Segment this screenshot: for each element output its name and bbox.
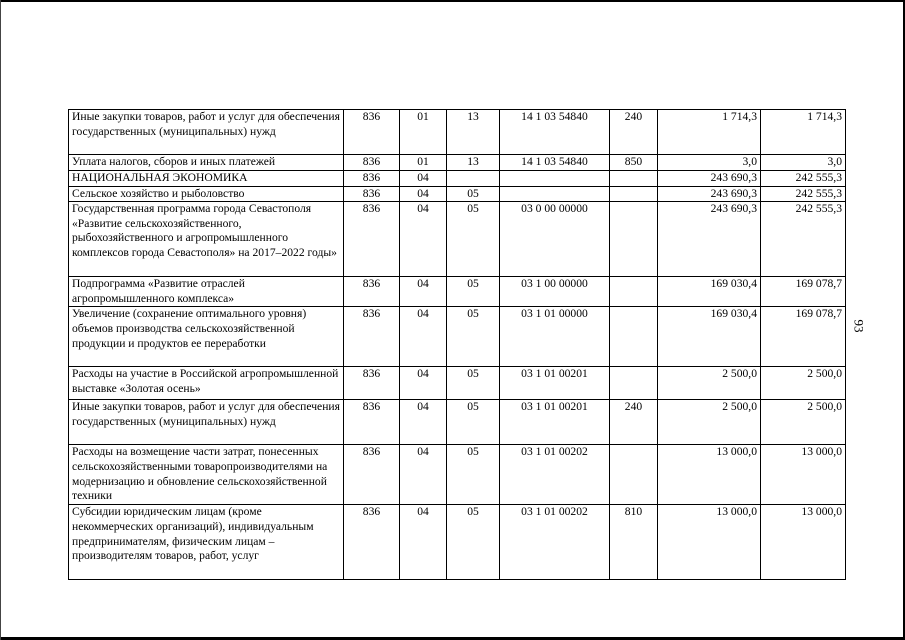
row-csr-cell: 03 1 01 00202 [500,505,610,580]
row-sum1-cell: 2 500,0 [658,400,761,445]
row-csr-cell: 03 1 00 00000 [500,277,610,307]
row-vr-cell [610,186,658,202]
table-row [69,110,846,155]
row-rz-cell: 04 [400,367,447,400]
row-sum1-cell: 3,0 [658,155,761,171]
row-sum1-cell: 243 690,3 [658,186,761,202]
row-sum2-cell: 13 000,0 [761,505,846,580]
row-csr-cell: 14 1 03 54840 [500,110,610,155]
row-vr-cell [610,307,658,367]
table-row [69,505,846,580]
row-vr-cell: 240 [610,110,658,155]
row-csr-cell: 03 1 01 00202 [500,445,610,505]
row-vr-cell: 810 [610,505,658,580]
row-ved-cell: 836 [344,155,400,171]
row-rz-cell: 04 [400,202,447,277]
row-pr-cell: 05 [447,505,500,580]
row-sum1-cell: 13 000,0 [658,445,761,505]
row-name-cell: Иные закупки товаров, работ и услуг для обеспечения государственных (муниципальных) нужд [69,110,344,155]
row-name-cell: Увеличение (сохранение оптимального уровня) объемов производства сельскохозяйственной продукции и продуктов ее переработки [69,307,344,367]
table-row [69,400,846,445]
row-name-cell: Сельское хозяйство и рыболовство [69,186,344,202]
row-ved-cell: 836 [344,277,400,307]
table-row [69,171,846,187]
row-sum1-cell: 243 690,3 [658,202,761,277]
row-rz-cell: 01 [400,110,447,155]
row-pr-cell: 05 [447,400,500,445]
row-ved-cell: 836 [344,110,400,155]
table-row [69,186,846,202]
row-sum2-cell: 2 500,0 [761,367,846,400]
row-rz-cell: 04 [400,307,447,367]
table-row [69,367,846,400]
row-ved-cell: 836 [344,367,400,400]
row-csr-cell: 03 1 01 00201 [500,367,610,400]
row-sum2-cell: 242 555,3 [761,186,846,202]
row-name-cell: Уплата налогов, сборов и иных платежей [69,155,344,171]
row-rz-cell: 04 [400,186,447,202]
row-sum2-cell: 242 555,3 [761,171,846,187]
row-pr-cell [447,171,500,187]
row-name-cell: Расходы на возмещение части затрат, понесенных сельскохозяйственными товаропроизводителями на модернизацию и обновление сельскохозяйственной техники [69,445,344,505]
row-pr-cell: 05 [447,186,500,202]
row-sum1-cell: 169 030,4 [658,277,761,307]
row-rz-cell: 01 [400,155,447,171]
row-pr-cell: 05 [447,367,500,400]
row-vr-cell: 240 [610,400,658,445]
row-sum2-cell: 3,0 [761,155,846,171]
row-csr-cell [500,186,610,202]
row-name-cell: Субсидии юридическим лицам (кроме некоммерческих организаций), индивидуальным предпринимателям, физическим лицам – производителям товаров, работ, услуг [69,505,344,580]
row-name-cell: НАЦИОНАЛЬНАЯ ЭКОНОМИКА [69,171,344,187]
row-rz-cell: 04 [400,277,447,307]
row-name-cell: Государственная программа города Севастополя «Развитие сельскохозяйственного, рыбохозяйственного и агропромышленного комплексов города Севастополя» на 2017–2022 годы» [69,202,344,277]
row-name-cell: Расходы на участие в Российской агропромышленной выставке «Золотая осень» [69,367,344,400]
row-sum2-cell: 242 555,3 [761,202,846,277]
budget-table [68,109,846,580]
row-pr-cell: 05 [447,307,500,367]
row-sum2-cell: 13 000,0 [761,445,846,505]
row-csr-cell [500,171,610,187]
row-rz-cell: 04 [400,400,447,445]
row-vr-cell [610,367,658,400]
row-ved-cell: 836 [344,400,400,445]
row-sum2-cell: 169 078,7 [761,277,846,307]
row-vr-cell [610,277,658,307]
row-ved-cell: 836 [344,307,400,367]
row-sum2-cell: 1 714,3 [761,110,846,155]
row-pr-cell: 05 [447,277,500,307]
row-vr-cell [610,171,658,187]
row-sum2-cell: 169 078,7 [761,307,846,367]
row-pr-cell: 13 [447,110,500,155]
row-csr-cell: 03 1 01 00000 [500,307,610,367]
row-ved-cell: 836 [344,202,400,277]
table-row [69,307,846,367]
page-number: 93 [851,319,867,333]
row-name-cell: Подпрограмма «Развитие отраслей агропромышленного комплекса» [69,277,344,307]
row-pr-cell: 13 [447,155,500,171]
scan-border-left [0,0,1,640]
table-row [69,202,846,277]
row-vr-cell: 850 [610,155,658,171]
row-sum1-cell: 1 714,3 [658,110,761,155]
row-sum2-cell: 2 500,0 [761,400,846,445]
table-row [69,155,846,171]
scan-border-top [0,0,905,2]
row-pr-cell: 05 [447,445,500,505]
row-csr-cell: 03 1 01 00201 [500,400,610,445]
table-row [69,445,846,505]
row-rz-cell: 04 [400,445,447,505]
row-sum1-cell: 13 000,0 [658,505,761,580]
table-row [69,277,846,307]
row-csr-cell: 03 0 00 00000 [500,202,610,277]
row-ved-cell: 836 [344,186,400,202]
row-sum1-cell: 243 690,3 [658,171,761,187]
row-ved-cell: 836 [344,445,400,505]
row-csr-cell: 14 1 03 54840 [500,155,610,171]
row-ved-cell: 836 [344,171,400,187]
row-sum1-cell: 2 500,0 [658,367,761,400]
row-name-cell: Иные закупки товаров, работ и услуг для обеспечения государственных (муниципальных) нужд [69,400,344,445]
row-ved-cell: 836 [344,505,400,580]
row-rz-cell: 04 [400,505,447,580]
row-vr-cell [610,445,658,505]
row-sum1-cell: 169 030,4 [658,307,761,367]
row-rz-cell: 04 [400,171,447,187]
row-vr-cell [610,202,658,277]
row-pr-cell: 05 [447,202,500,277]
